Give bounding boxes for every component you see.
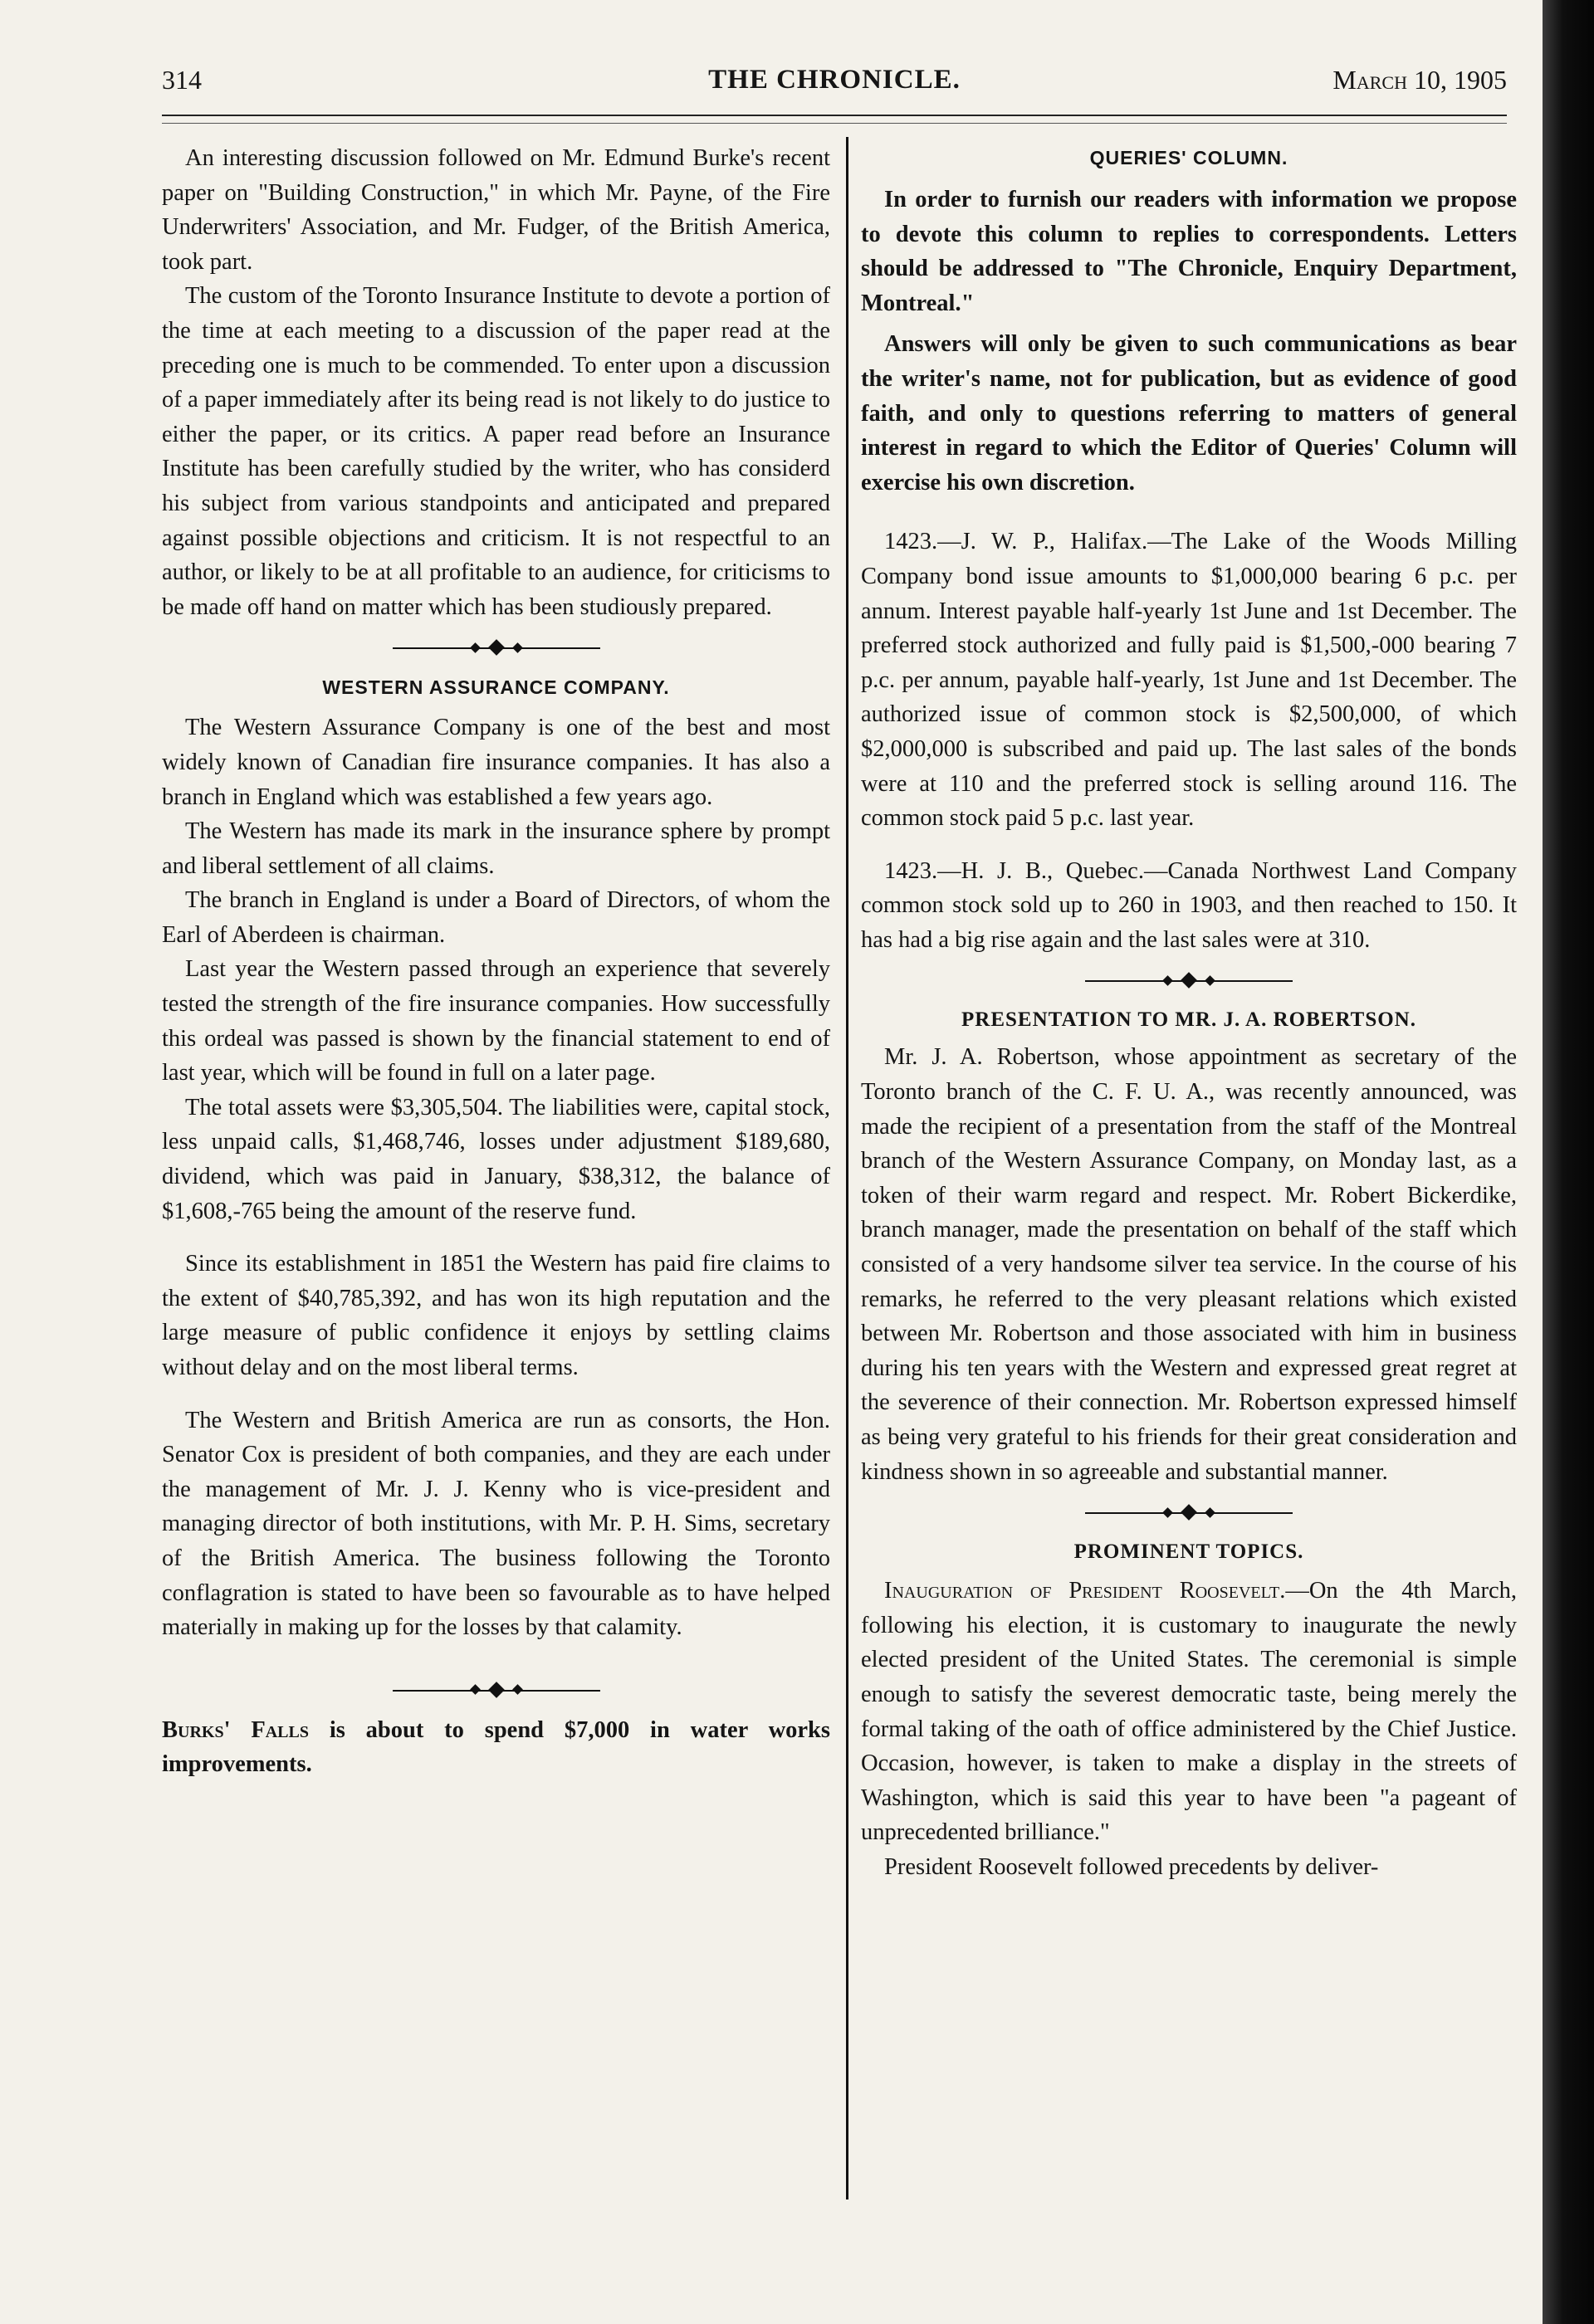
- burks-falls-text: is about to spend $7,000 in water works improvements.: [162, 1716, 830, 1778]
- issue-date: March 10, 1905: [1332, 65, 1507, 95]
- paragraph-roosevelt-precedents: President Roosevelt followed precedents by deliver-: [884, 1853, 1379, 1880]
- inauguration-text: —On the 4th March, following his election, it is customary to inaugurate the newly elected president of the United States. The ceremonial is simple enough to satisfy the severest democratic taste, being merely the formal taking of the oath of office administered by the Chief Justice. Occasion, however, is taken to make a display in the streets of Washington, which is said this year to have been "a pageant of unprecedented brilliance.": [861, 1578, 1517, 1846]
- paragraph-answer-1423-halifax: 1423.—J. W. P., Halifax.—The Lake of the Woods Milling Company bond issue amounts to $1,000,000 bearing 6 p.c. per annum. Interest payable half-yearly 1st June and 1st December. The preferred stock authorized and fully paid is $1,500,-000 bearing 7 p.c. per annum, payable half-yearly, 1st June and 1st December. The authorized issue of common stock is $2,500,000, of which $2,000,000 is subscribed and paid up. The last sales of the bonds were at 110 and the preferred stock is selling around 116. The common stock paid 5 p.c. last year.: [861, 529, 1517, 832]
- paragraph-western-2: The Western has made its mark in the insurance sphere by prompt and liberal settlement of all claims.: [162, 818, 830, 879]
- paragraph-discussion: An interesting discussion followed on Mr. Edmund Burke's recent paper on "Building Construction," in which Mr. Payne, of the Fire Underwriters' Association, and Mr. Fudger, of the British America, took part.: [162, 145, 830, 275]
- burks-falls-lead: Burks' Falls: [162, 1716, 309, 1743]
- running-header: [162, 65, 1507, 106]
- paragraph-western-1: The Western Assurance Company is one of the best and most widely known of Canadian fire insurance companies. It has also a branch in England which was established a few years ago.: [162, 715, 830, 810]
- section-heading-presentation: PRESENTATION TO MR. J. A. ROBERTSON.: [961, 1008, 1416, 1032]
- section-heading-prominent-topics: PROMINENT TOPICS.: [1073, 1540, 1304, 1564]
- section-ornament: [162, 624, 830, 671]
- paragraph-western-3: The branch in England is under a Board of Directors, of whom the Earl of Aberdeen is chairman.: [162, 887, 830, 948]
- paragraph-queries-rules: Answers will only be given to such communications as bear the writer's name, not for publication, but as evidence of good faith, and only to questions referring to matters of general interest in regard to which the Editor of Queries' Column will exercise his own discretion.: [861, 331, 1517, 496]
- column-divider: [846, 137, 848, 2200]
- paragraph-presentation: Mr. J. A. Robertson, whose appointment as secretary of the Toronto branch of the C. F. U. A., was recently announced, was made the recipient of a presentation from the staff of the Montreal branch of the Western Assurance Company, on Monday last, as a token of their warm regard and respect. Mr. Robert Bickerdike, branch manager, made the presentation on behalf of the staff which consisted of a very handsome silver tea service. In the course of his remarks, he referred to the very pleasant relations which existed between Mr. Robertson and those associated with him in business during his ten years with the Western and expressed great regret at the severence of their connection. Mr. Robertson expressed himself as being very grateful to his friends for their great consideration and kindness shown in so agreeable and substantial manner.: [861, 1044, 1517, 1485]
- section-ornament: [861, 1489, 1517, 1536]
- scan-dark-edge: [1543, 0, 1594, 2324]
- right-column: [861, 141, 1517, 1885]
- header-rule-thin: [162, 123, 1507, 124]
- paragraph-queries-intro: In order to furnish our readers with information we propose to devote this column to replies to correspondents. Letters should be addressed to "The Chronicle, Enquiry Department, Montreal.": [861, 187, 1517, 316]
- header-rule: [162, 115, 1507, 116]
- section-heading-western-assurance: WESTERN ASSURANCE COMPANY.: [322, 676, 670, 699]
- paragraph-inauguration: [861, 1574, 1517, 1850]
- paragraph-answer-1423-quebec: 1423.—H. J. B., Quebec.—Canada Northwest Land Company common stock sold up to 260 in 1903, and then reached to 150. It has had a big rise again and the last sales were at 310.: [861, 857, 1517, 953]
- page-number: 314: [162, 65, 202, 95]
- section-heading-queries: QUERIES' COLUMN.: [1089, 147, 1288, 168]
- paragraph-burks-falls: [162, 1713, 830, 1782]
- section-ornament: [861, 957, 1517, 1003]
- paragraph-institute-custom: The custom of the Toronto Insurance Institute to devote a portion of the time at each meeting to a discussion of the paper read at the preceding one is much to be commended. To enter upon a discussion of a paper immediately after its being read is not likely to do justice to either the paper, or its critics. A paper read before an Insurance Institute has been carefully studied by the writer, who has considerd his subject from various standpoints and anticipated and prepared against possible objections and criticism. It is not respectful to an author, or likely to be at all profitable to an audience, for criticisms to be made off hand on matter which has been studiously prepared.: [162, 283, 830, 620]
- paragraph-western-4: Last year the Western passed through an experience that severely tested the strength of the fire insurance companies. How successfully this ordeal was passed is shown by the financial statement to end of last year, which will be found in full on a later page.: [162, 956, 830, 1086]
- inauguration-lead: Inauguration of President Roosevelt.: [884, 1578, 1286, 1604]
- left-column: [162, 141, 830, 1782]
- paragraph-western-6: Since its establishment in 1851 the Western has paid fire claims to the extent of $40,785,392, and has won its high reputation and the large measure of public confidence it enjoys by settling claims without delay and on the most liberal terms.: [162, 1251, 830, 1380]
- publication-title: THE CHRONICLE.: [708, 65, 961, 95]
- section-ornament: [162, 1667, 830, 1713]
- paragraph-western-7: The Western and British America are run as consorts, the Hon. Senator Cox is president of both companies, and they are each under the management of Mr. J. J. Kenny who is vice-president and managing director of both institutions, with Mr. P. H. Sims, secretary of the British America. The business following the Toronto conflagration is stated to have been so favourable as to have helped materially in making up for the losses by that calamity.: [162, 1407, 830, 1641]
- paragraph-western-5: The total assets were $3,305,504. The liabilities were, capital stock, less unpaid calls, $1,468,746, losses under adjustment $189,680, dividend, which was paid in January, $38,312, the balance of $1,608,-765 being the amount of the reserve fund.: [162, 1094, 830, 1224]
